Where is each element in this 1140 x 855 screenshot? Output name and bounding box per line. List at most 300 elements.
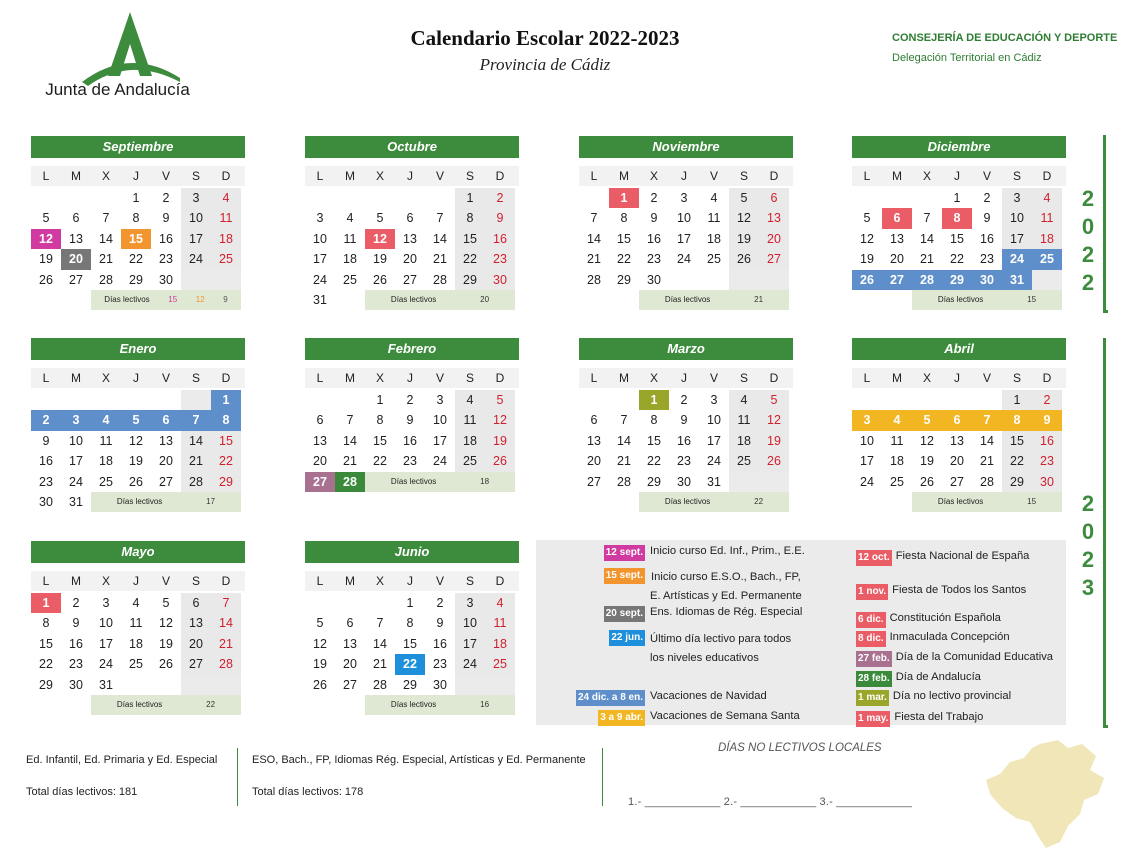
teaching-days-total (912, 290, 1062, 310)
day-cell: 9 (406, 413, 414, 428)
day-cell: 8 (1002, 410, 1032, 430)
weekday-label: V (435, 169, 444, 183)
legend-item (856, 584, 1026, 600)
day-cell: 19 (313, 657, 327, 672)
empty-cell (882, 492, 912, 512)
day-cell: 23 (677, 454, 691, 469)
day-cell: 6 (759, 188, 789, 208)
weekday-label: L (316, 169, 324, 183)
day-cell: 29 (129, 272, 143, 287)
year-label-2022: 2 0 2 2 (1081, 186, 1095, 295)
legend-text-line: Inicio curso E.S.O., Bach., FP, (651, 571, 801, 583)
month-title: Junio (305, 541, 519, 563)
day-grid (852, 188, 1066, 310)
empty-cell (31, 695, 61, 715)
day-cell: 25 (729, 451, 759, 471)
day-cell: 9 (72, 616, 80, 631)
day-cell: 6 (346, 616, 354, 631)
day-cell: 22 (211, 451, 241, 471)
day-cell: 14 (99, 231, 113, 246)
day-grid (31, 390, 245, 512)
local-holidays-title: DÍAS NO LECTIVOS LOCALES (718, 742, 882, 754)
footer-col2-title: ESO, Bach., FP, Idiomas Rég. Especial, Artísticas y Ed. Permanente (252, 754, 586, 766)
month-diciembre (852, 136, 1066, 310)
day-cell: 12 (31, 229, 61, 249)
day-cell: 25 (455, 451, 485, 471)
legend-badge: 27 feb. (856, 651, 892, 667)
month-febrero (305, 338, 519, 492)
legend-badge: 1 may. (856, 711, 890, 727)
day-cell: 30 (1032, 472, 1062, 492)
legend-badge: 20 sept. (604, 606, 645, 622)
weekday-label: L (42, 574, 50, 588)
day-cell: 21 (181, 451, 211, 471)
day-cell: 24 (860, 474, 874, 489)
weekday-header (305, 166, 519, 186)
day-cell: 3 (710, 393, 718, 407)
day-cell: 1 (953, 191, 961, 205)
day-cell: 11 (1032, 208, 1062, 228)
empty-cell (305, 188, 335, 208)
month-marzo (579, 338, 793, 512)
day-cell: 5 (485, 390, 515, 410)
day-cell: 12 (159, 616, 173, 631)
empty-cell (91, 390, 121, 410)
day-cell: 13 (403, 231, 417, 246)
day-cell: 18 (99, 454, 113, 469)
day-cell: 3 (852, 410, 882, 430)
day-cell: 13 (759, 208, 789, 228)
weekday-label: J (681, 371, 687, 385)
weekday-header (31, 368, 245, 388)
total-value: 15 (168, 294, 178, 304)
day-cell: 16 (1032, 431, 1062, 451)
day-cell: 3 (181, 188, 211, 208)
day-cell: 17 (677, 231, 691, 246)
day-cell: 25 (211, 249, 241, 269)
day-cell: 13 (69, 231, 83, 246)
day-cell: 12 (313, 636, 327, 651)
total-value: 18 (480, 476, 490, 486)
day-cell: 25 (707, 252, 721, 267)
day-cell: 9 (485, 208, 515, 228)
day-cell: 5 (42, 211, 50, 226)
day-cell: 24 (313, 272, 327, 287)
day-cell: 27 (882, 270, 912, 290)
total-label: Días lectivos (390, 699, 437, 709)
day-cell: 25 (99, 474, 113, 489)
legend-badge: 1 nov. (856, 584, 888, 600)
day-cell: 4 (485, 593, 515, 613)
day-cell: 11 (99, 433, 113, 448)
day-cell: 17 (433, 433, 447, 448)
month-septiembre (31, 136, 245, 310)
empty-cell (181, 675, 211, 695)
day-cell: 2 (31, 410, 61, 430)
day-cell: 3 (680, 191, 688, 205)
legend-badge: 3 a 9 abr. (598, 710, 645, 726)
empty-cell (852, 390, 882, 410)
day-cell: 4 (455, 390, 485, 410)
day-cell: 24 (455, 654, 485, 674)
day-cell: 7 (923, 211, 931, 226)
day-cell: 1 (1002, 390, 1032, 410)
weekday-label: V (709, 371, 718, 385)
weekday-label: V (435, 371, 444, 385)
empty-cell (211, 675, 241, 695)
year-bar-2022 (1103, 135, 1108, 313)
month-title: Septiembre (31, 136, 245, 158)
day-cell: 27 (587, 474, 601, 489)
empty-cell (335, 188, 365, 208)
day-cell: 5 (121, 410, 151, 430)
legend-text: Día de la Comunidad Educativa (895, 651, 1054, 663)
day-cell: 30 (69, 677, 83, 692)
total-label: Días lectivos (390, 294, 437, 304)
weekday-label: X (922, 169, 931, 183)
weekday-label: V (982, 371, 991, 385)
day-cell: 20 (159, 454, 173, 469)
weekday-label: X (101, 371, 110, 385)
legend-text: Fiesta del Trabajo (894, 711, 984, 723)
total-label: Días lectivos (116, 699, 163, 709)
legend-badge: 15 sept. (604, 568, 645, 584)
legend-badge: 6 dic. (856, 612, 886, 628)
weekday-label: X (375, 169, 384, 183)
empty-cell (609, 290, 639, 310)
weekday-label: S (465, 574, 474, 588)
teaching-days-total (91, 290, 241, 310)
day-cell: 20 (759, 229, 789, 249)
weekday-label: V (982, 169, 991, 183)
day-cell: 21 (617, 454, 631, 469)
day-cell: 30 (485, 270, 515, 290)
weekday-label: D (495, 371, 505, 385)
empty-cell (882, 188, 912, 208)
empty-cell (912, 188, 942, 208)
day-cell: 26 (373, 272, 387, 287)
day-cell: 31 (313, 292, 327, 307)
day-cell: 1 (609, 188, 639, 208)
weekday-label: D (1042, 169, 1052, 183)
weekday-label: L (42, 169, 50, 183)
local-holidays-lines: 1.- ____________ 2.- ____________ 3.- ____________ (628, 796, 913, 808)
day-cell: 30 (647, 272, 661, 287)
empty-cell (121, 675, 151, 695)
day-cell: 25 (890, 474, 904, 489)
day-grid (305, 593, 519, 715)
day-cell: 8 (620, 211, 628, 226)
day-cell: 31 (1002, 270, 1032, 290)
day-cell: 24 (99, 657, 113, 672)
empty-cell (485, 675, 515, 695)
day-cell: 10 (99, 616, 113, 631)
day-cell: 14 (980, 433, 994, 448)
day-cell: 1 (455, 188, 485, 208)
legend-item (856, 631, 1010, 647)
day-cell: 7 (376, 616, 384, 631)
day-cell: 29 (211, 472, 241, 492)
day-cell: 1 (31, 593, 61, 613)
day-cell: 15 (373, 433, 387, 448)
day-cell: 30 (39, 494, 53, 509)
teaching-days-total (91, 695, 241, 715)
weekday-label: J (681, 169, 687, 183)
day-cell: 20 (950, 454, 964, 469)
day-cell: 6 (72, 211, 80, 226)
day-cell: 27 (403, 272, 417, 287)
day-cell: 28 (980, 474, 994, 489)
weekday-label: S (1012, 169, 1021, 183)
month-junio (305, 541, 519, 715)
weekday-header (305, 368, 519, 388)
legend-text: Inicio curso Ed. Inf., Prim., E.E. (650, 545, 805, 557)
day-cell: 31 (707, 474, 721, 489)
empty-cell (759, 270, 789, 290)
month-title: Octubre (305, 136, 519, 158)
day-cell: 20 (403, 252, 417, 267)
day-cell: 29 (455, 270, 485, 290)
day-cell: 4 (91, 410, 121, 430)
year-bar-2023 (1103, 338, 1108, 728)
legend-text: Ens. Idiomas de Rég. Especial (650, 606, 803, 618)
day-cell: 13 (159, 433, 173, 448)
day-cell: 26 (39, 272, 53, 287)
empty-cell (305, 593, 335, 613)
day-cell: 8 (42, 616, 50, 631)
day-cell: 25 (485, 654, 515, 674)
legend-badge: 24 dic. a 8 en. (576, 690, 645, 706)
day-cell: 6 (181, 593, 211, 613)
empty-cell (365, 593, 395, 613)
empty-cell (31, 290, 61, 310)
day-cell: 4 (710, 191, 718, 205)
day-cell: 9 (650, 211, 658, 226)
day-cell: 23 (1032, 451, 1062, 471)
day-cell: 24 (707, 454, 721, 469)
empty-cell (335, 695, 365, 715)
day-cell: 11 (707, 211, 721, 226)
weekday-label: D (495, 169, 505, 183)
day-cell: 18 (707, 231, 721, 246)
weekday-label: D (221, 169, 231, 183)
day-cell: 16 (403, 433, 417, 448)
month-title: Abril (852, 338, 1066, 360)
footer-col1-total: Total días lectivos: 181 (26, 786, 138, 798)
day-cell: 22 (1002, 451, 1032, 471)
day-cell: 22 (39, 657, 53, 672)
page-subtitle: Provincia de Cádiz (479, 55, 611, 74)
day-cell: 27 (181, 654, 211, 674)
day-cell: 15 (211, 431, 241, 451)
total-value: 9 (223, 294, 228, 304)
day-cell: 15 (121, 229, 151, 249)
empty-cell (942, 390, 972, 410)
day-cell: 7 (590, 211, 598, 226)
day-cell: 10 (313, 231, 327, 246)
day-cell: 15 (617, 231, 631, 246)
org-name: Junta de Andalucía (45, 80, 190, 99)
day-cell: 2 (72, 596, 80, 610)
day-cell: 9 (1032, 410, 1062, 430)
empty-cell (181, 270, 211, 290)
day-cell: 12 (485, 410, 515, 430)
weekday-label: L (863, 371, 871, 385)
day-cell: 9 (436, 616, 444, 631)
day-cell: 22 (129, 252, 143, 267)
day-cell: 11 (211, 208, 241, 228)
day-cell: 7 (181, 410, 211, 430)
weekday-label: M (345, 371, 355, 385)
day-cell: 18 (890, 454, 904, 469)
empty-cell (882, 290, 912, 310)
empty-cell (699, 270, 729, 290)
day-cell: 6 (882, 208, 912, 228)
day-cell: 27 (305, 472, 335, 492)
weekday-label: S (739, 169, 748, 183)
day-cell: 14 (617, 433, 631, 448)
day-cell: 13 (343, 636, 357, 651)
weekday-label: M (71, 574, 81, 588)
day-cell: 3 (436, 393, 444, 407)
day-cell: 26 (485, 451, 515, 471)
day-cell: 3 (316, 211, 324, 226)
teaching-days-total (365, 695, 515, 715)
month-title: Marzo (579, 338, 793, 360)
day-cell: 10 (707, 413, 721, 428)
day-cell: 1 (406, 596, 414, 610)
day-cell: 14 (920, 231, 934, 246)
legend-item (856, 651, 1053, 667)
day-cell: 29 (39, 677, 53, 692)
month-octubre (305, 136, 519, 310)
day-cell: 19 (860, 252, 874, 267)
day-cell: 18 (455, 431, 485, 451)
weekday-label: J (407, 574, 413, 588)
legend-text-line: E. Artísticas y Ed. Permanente (650, 590, 802, 602)
day-cell: 8 (211, 410, 241, 430)
legend-badge: 28 feb. (856, 671, 892, 687)
weekday-label: V (161, 169, 170, 183)
day-grid (305, 188, 519, 310)
day-cell: 5 (376, 211, 384, 226)
day-cell: 2 (436, 596, 444, 610)
day-cell: 14 (587, 231, 601, 246)
day-cell: 12 (365, 229, 395, 249)
weekday-label: X (375, 574, 384, 588)
day-cell: 16 (433, 636, 447, 651)
legend-item (856, 550, 1029, 566)
day-cell: 15 (1002, 431, 1032, 451)
empty-cell (31, 188, 61, 208)
day-cell: 28 (617, 474, 631, 489)
weekday-label: L (316, 371, 324, 385)
legend-item (856, 690, 1011, 706)
footer-divider-2 (602, 748, 603, 806)
total-value: 15 (1027, 294, 1037, 304)
weekday-label: M (345, 574, 355, 588)
weekday-label: M (71, 169, 81, 183)
day-cell: 9 (680, 413, 688, 428)
day-cell: 23 (39, 474, 53, 489)
weekday-label: X (101, 169, 110, 183)
legend-text: Fiesta de Todos los Santos (892, 584, 1027, 596)
day-cell: 1 (211, 390, 241, 410)
day-cell: 18 (129, 636, 143, 651)
day-cell: 21 (980, 454, 994, 469)
day-cell: 14 (181, 431, 211, 451)
footer-col1-title: Ed. Infantil, Ed. Primaria y Ed. Especial (26, 754, 218, 766)
day-cell: 26 (129, 474, 143, 489)
empty-cell (211, 270, 241, 290)
day-cell: 26 (759, 451, 789, 471)
day-cell: 11 (455, 410, 485, 430)
empty-cell (912, 390, 942, 410)
day-cell: 28 (335, 472, 365, 492)
day-cell: 13 (181, 613, 211, 633)
day-cell: 16 (647, 231, 661, 246)
empty-cell (609, 492, 639, 512)
day-cell: 24 (181, 249, 211, 269)
day-cell: 5 (759, 390, 789, 410)
legend-text-line: los niveles educativos (650, 652, 759, 664)
day-cell: 12 (920, 433, 934, 448)
month-noviembre (579, 136, 793, 310)
legend-item (856, 612, 1001, 628)
day-cell: 25 (129, 657, 143, 672)
day-cell: 8 (376, 413, 384, 428)
legend-badge: 12 sept. (604, 545, 645, 561)
day-cell: 2 (406, 393, 414, 407)
empty-cell (579, 492, 609, 512)
weekday-label: J (407, 169, 413, 183)
day-cell: 3 (455, 593, 485, 613)
empty-cell (729, 472, 759, 492)
empty-cell (852, 188, 882, 208)
legend-text: Fiesta Nacional de España (895, 550, 1030, 562)
total-value: 17 (206, 496, 216, 506)
weekday-header (31, 166, 245, 186)
day-cell: 27 (159, 474, 173, 489)
weekday-header (305, 571, 519, 591)
day-cell: 22 (647, 454, 661, 469)
weekday-label: X (375, 371, 384, 385)
total-value: 21 (754, 294, 764, 304)
empty-cell (335, 290, 365, 310)
day-cell: 22 (373, 454, 387, 469)
day-cell: 18 (211, 229, 241, 249)
day-cell: 20 (587, 454, 601, 469)
day-cell: 7 (102, 211, 110, 226)
total-value: 22 (206, 699, 216, 709)
day-cell: 19 (159, 636, 173, 651)
day-cell: 1 (639, 390, 669, 410)
legend-text: Vacaciones de Navidad (650, 690, 767, 702)
empty-cell (305, 390, 335, 410)
empty-cell (579, 390, 609, 410)
day-cell: 29 (942, 270, 972, 290)
day-cell: 17 (181, 229, 211, 249)
footer-divider-1 (237, 748, 238, 806)
day-cell: 7 (346, 413, 354, 428)
empty-cell (181, 390, 211, 410)
day-cell: 14 (211, 613, 241, 633)
weekday-label: L (316, 574, 324, 588)
legend-badge: 8 dic. (856, 631, 886, 647)
month-title: Febrero (305, 338, 519, 360)
weekday-label: D (221, 371, 231, 385)
weekday-label: L (42, 371, 50, 385)
